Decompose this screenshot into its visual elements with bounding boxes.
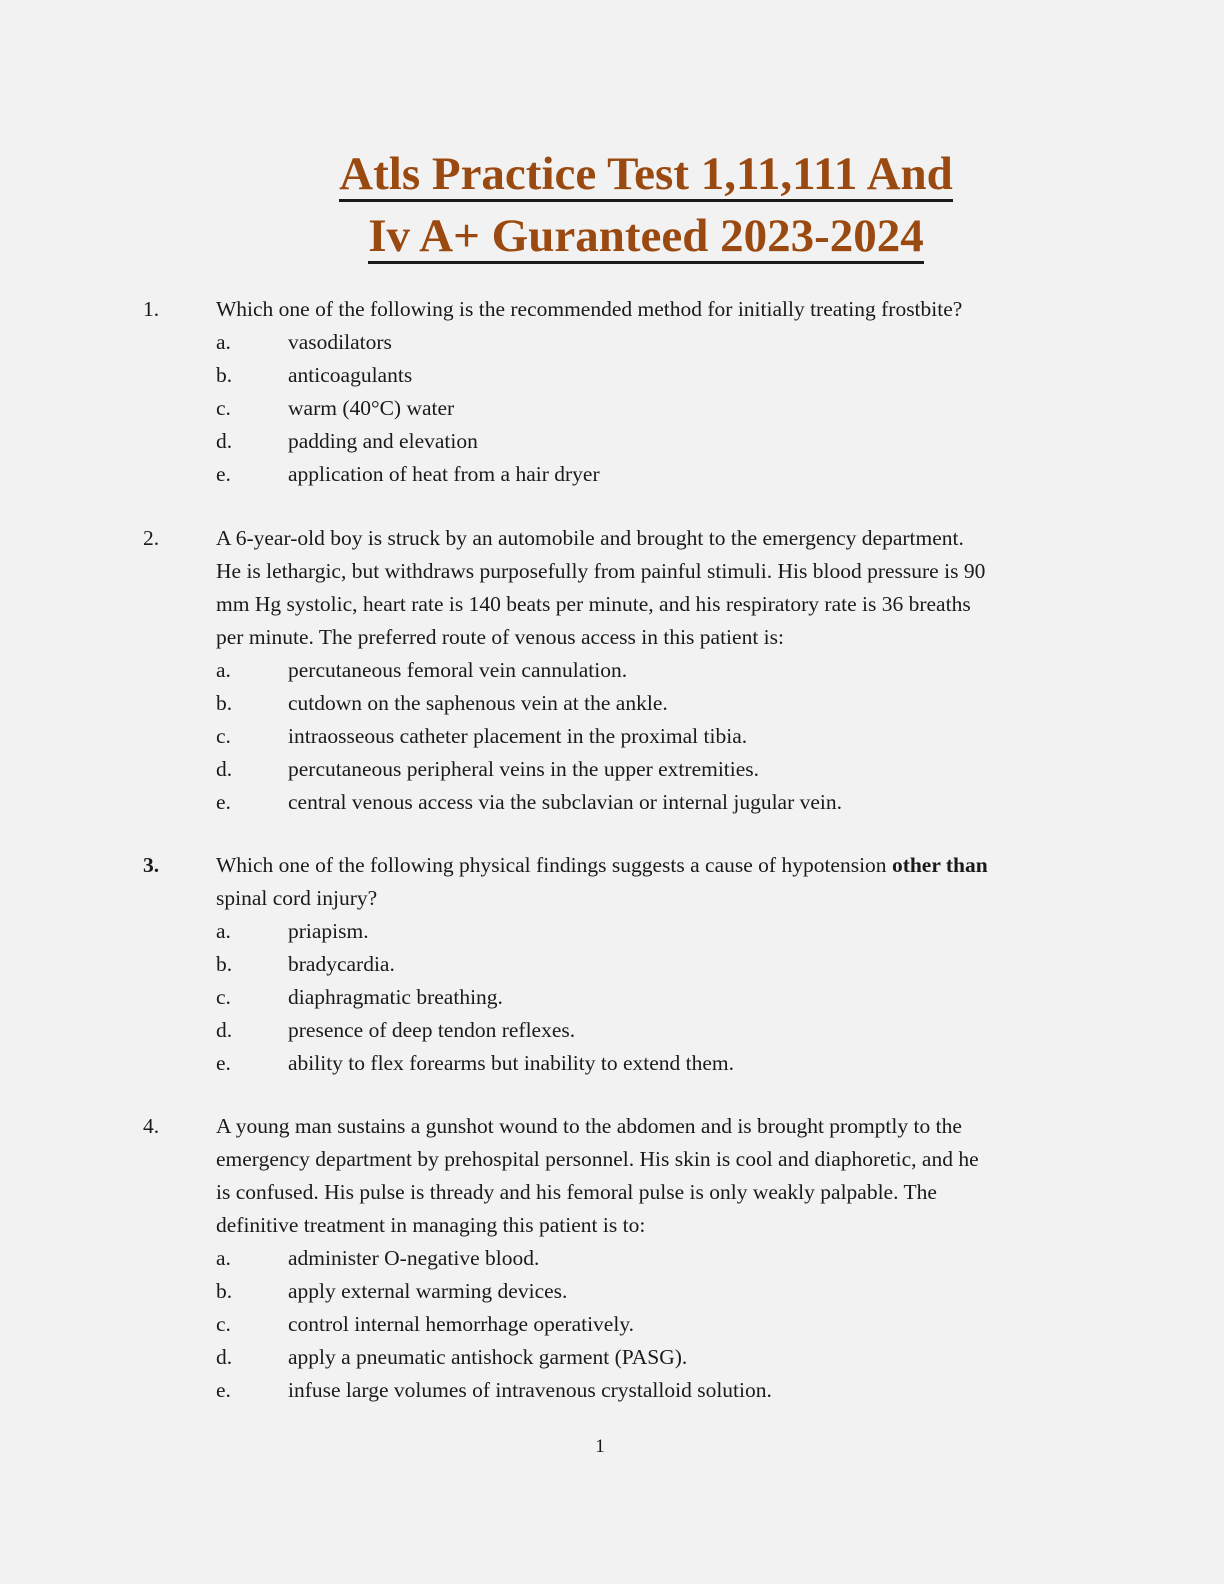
option-text: intraosseous catheter placement in the proximal tibia. [288, 724, 748, 748]
option-letter: c. [216, 724, 231, 748]
option-letter: b. [216, 1279, 233, 1303]
option-text: warm (40°C) water [288, 396, 455, 420]
question-4 [143, 1110, 1083, 1407]
option-item [216, 753, 1083, 786]
option-text: infuse large volumes of intravenous crystalloid solution. [288, 1378, 772, 1402]
option-letter: d. [216, 757, 233, 781]
option-text: bradycardia. [288, 952, 395, 976]
question-text [216, 522, 1083, 654]
option-text: diaphragmatic breathing. [288, 985, 503, 1009]
option-text: apply external warming devices. [288, 1279, 568, 1303]
option-item [216, 392, 1083, 425]
option-text: central venous access via the subclavian or internal jugular vein. [288, 790, 843, 814]
option-letter: e. [216, 1051, 231, 1075]
option-letter: e. [216, 1378, 231, 1402]
option-text: apply a pneumatic antishock garment (PASG). [288, 1345, 688, 1369]
question-text [216, 1110, 1083, 1242]
question-text-line: definitive treatment in managing this patient is to: [216, 1213, 646, 1237]
option-letter: d. [216, 1345, 233, 1369]
option-letter: b. [216, 363, 233, 387]
option-text: vasodilators [288, 330, 392, 354]
option-text: percutaneous femoral vein cannulation. [288, 658, 628, 682]
option-list [216, 1242, 1083, 1407]
option-letter: e. [216, 790, 231, 814]
title-line-2: Iv A+ Guranteed 2023-2024 [368, 210, 924, 262]
question-number: 1. [143, 297, 160, 321]
option-text: priapism. [288, 919, 369, 943]
option-text: anticoagulants [288, 363, 413, 387]
option-item [216, 1341, 1083, 1374]
option-item [216, 720, 1083, 753]
question-number: 3. [143, 853, 160, 877]
option-item [216, 687, 1083, 720]
option-letter: c. [216, 396, 231, 420]
option-text: ability to flex forearms but inability to extend them. [288, 1051, 735, 1075]
option-list [216, 326, 1083, 491]
option-item [216, 425, 1083, 458]
option-letter: e. [216, 462, 231, 486]
option-item [216, 981, 1083, 1014]
option-item [216, 1014, 1083, 1047]
option-letter: a. [216, 330, 231, 354]
question-text-line: spinal cord injury? [216, 886, 378, 910]
emphasis-text: other than [891, 853, 988, 877]
question-1 [143, 293, 1083, 491]
option-letter: a. [216, 919, 231, 943]
option-letter: a. [216, 658, 231, 682]
option-letter: a. [216, 1246, 231, 1270]
question-text-segment: Which one of the following physical findings suggests a cause of hypotension [216, 853, 892, 877]
question-text: Which one of the following is the recommended method for initially treating frostbite? [216, 297, 963, 321]
option-text: administer O-negative blood. [288, 1246, 540, 1270]
option-letter: d. [216, 1018, 233, 1042]
question-text-line: A 6-year-old boy is struck by an automobile and brought to the emergency department. [216, 526, 964, 550]
option-text: control internal hemorrhage operatively. [288, 1312, 635, 1336]
question-text-line: per minute. The preferred route of venous access in this patient is: [216, 625, 784, 649]
document-title [0, 146, 1224, 270]
option-item [216, 326, 1083, 359]
page-number: 1 [595, 1436, 605, 1457]
option-list [216, 654, 1083, 819]
option-letter: c. [216, 1312, 231, 1336]
option-text: percutaneous peripheral veins in the upper extremities. [288, 757, 760, 781]
option-item [216, 948, 1083, 981]
question-number: 4. [143, 1114, 160, 1138]
option-letter: b. [216, 691, 233, 715]
option-item [216, 1275, 1083, 1308]
question-text-line: is confused. His pulse is thready and his femoral pulse is only weakly palpable. The [216, 1180, 937, 1204]
option-text: cutdown on the saphenous vein at the ankle. [288, 691, 668, 715]
option-item [216, 915, 1083, 948]
question-3 [143, 849, 1083, 1080]
option-letter: b. [216, 952, 233, 976]
option-list [216, 915, 1083, 1080]
option-text: presence of deep tendon reflexes. [288, 1018, 576, 1042]
question-text-line [216, 849, 1083, 882]
question-text-line: He is lethargic, but withdraws purposefully from painful stimuli. His blood pressure is 90 [216, 559, 986, 583]
question-number: 2. [143, 526, 160, 550]
question-text-line: emergency department by prehospital personnel. His skin is cool and diaphoretic, and he [216, 1147, 979, 1171]
option-item [216, 458, 1083, 491]
option-item [216, 1047, 1083, 1080]
option-letter: d. [216, 429, 233, 453]
option-item [216, 786, 1083, 819]
option-item [216, 1242, 1083, 1275]
option-item [216, 1374, 1083, 1407]
option-text: application of heat from a hair dryer [288, 462, 600, 486]
option-item [216, 654, 1083, 687]
question-2 [143, 522, 1083, 819]
option-item [216, 359, 1083, 392]
option-text: padding and elevation [288, 429, 478, 453]
question-text [216, 849, 1083, 915]
question-text-line: mm Hg systolic, heart rate is 140 beats per minute, and his respiratory rate is 36 breaths [216, 592, 971, 616]
title-line-1: Atls Practice Test 1,11,111 And [339, 148, 953, 200]
option-letter: c. [216, 985, 231, 1009]
option-item [216, 1308, 1083, 1341]
question-text-line: A young man sustains a gunshot wound to the abdomen and is brought promptly to the [216, 1114, 962, 1138]
